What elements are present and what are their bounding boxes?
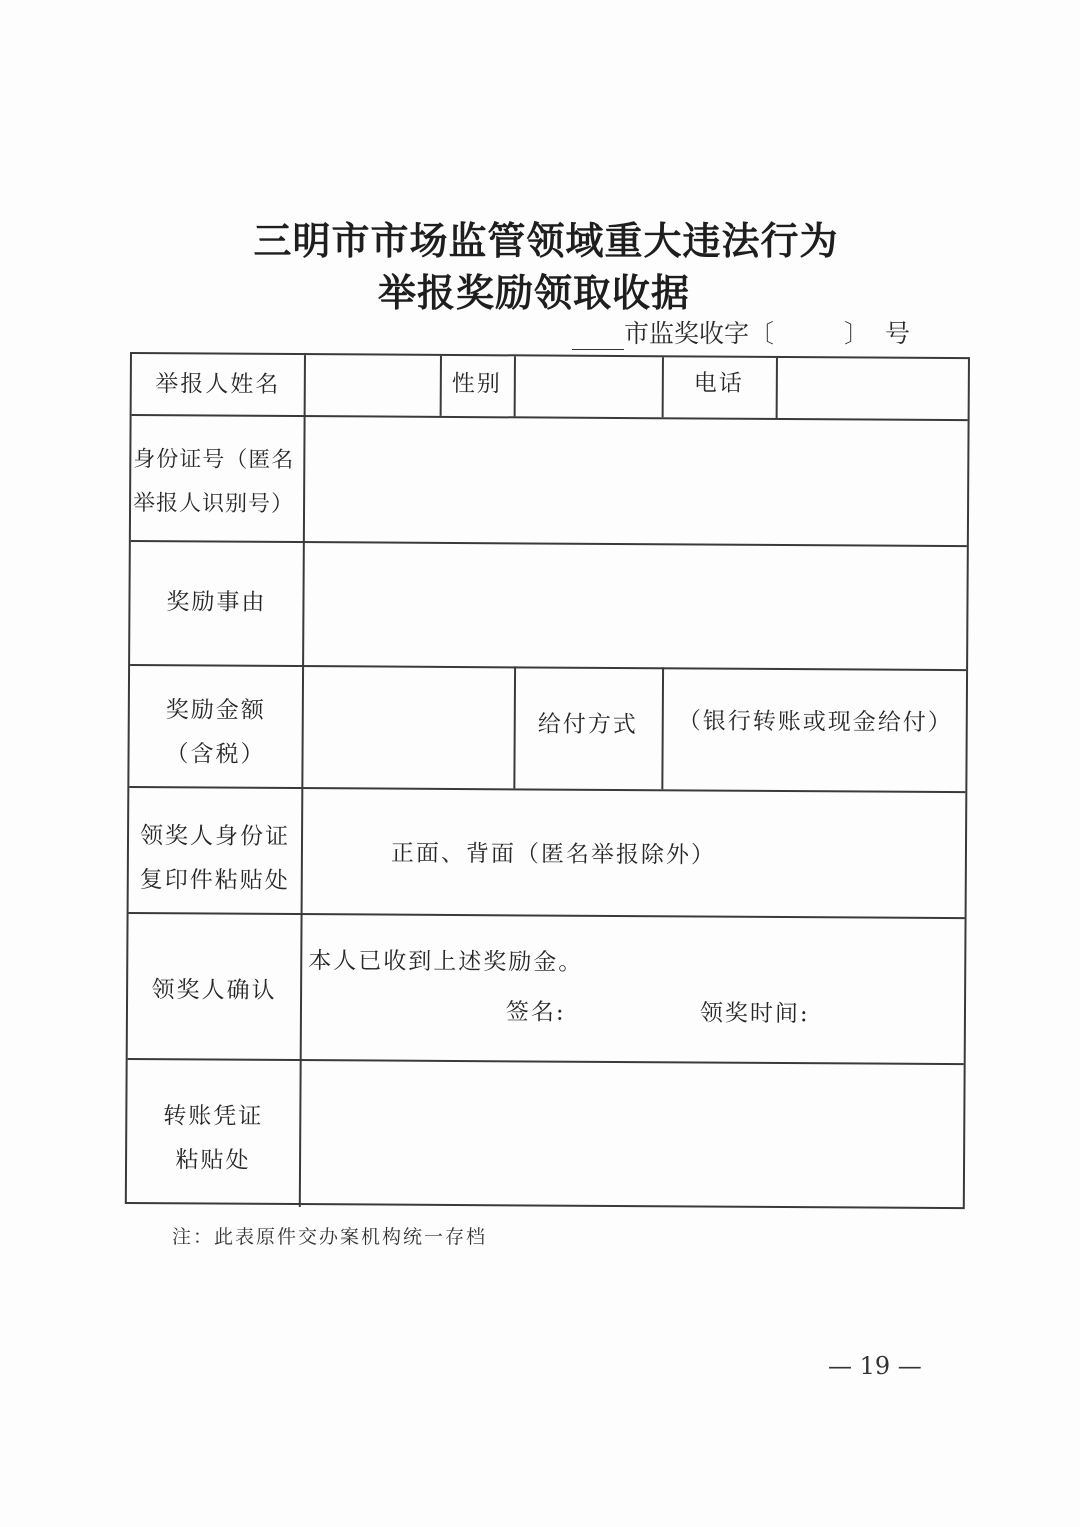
recipient-confirm-text: 本人已收到上述奖励金。 [308,948,584,976]
page-number: — 19 — [828,1352,922,1380]
phone-label: 电话 [693,370,744,397]
row-divider [129,912,965,919]
document-number-prefix: 市监奖收字 [624,319,750,348]
id-copy-paste-area[interactable]: 正面、背面（匿名举报除外） [390,840,717,869]
reward-amount-label-line1: 奖励金额 [165,697,266,724]
id-copy-label-line2: 复印件粘贴处 [139,867,290,894]
receipt-form-table [125,352,970,1209]
reward-amount-label-line2: （含税） [165,741,266,768]
column-divider [661,667,664,789]
payment-method-value[interactable]: （银行转账或现金给付） [677,708,953,737]
gender-label: 性别 [451,370,502,398]
signature-field[interactable] [578,991,688,1036]
form-title-line2: 举报奖励领取收据 [377,270,690,315]
document-number-bracket-close: 〕 [844,319,870,348]
document-number-line [572,314,910,350]
footnote: 注：此表原件交办案机构统一存档 [172,1226,488,1248]
transfer-voucher-paste-area[interactable] [301,1061,964,1209]
id-number-label-line1: 身份证号（匿名 [133,447,295,474]
gender-field[interactable] [516,356,662,417]
transfer-voucher-label-line1: 转账凭证 [163,1103,264,1130]
reporter-name-field[interactable] [306,355,440,416]
reward-amount-field[interactable] [303,667,514,788]
id-number-label-line2: 举报人识别号） [132,491,295,518]
receive-time-field[interactable] [818,992,958,1037]
transfer-voucher-label-line2: 粘贴处 [175,1147,251,1174]
recipient-confirm-label: 领奖人确认 [151,977,277,1004]
reward-reason-field[interactable] [304,543,967,669]
reward-reason-label: 奖励事由 [166,589,267,616]
phone-field[interactable] [778,358,968,419]
receive-time-label: 领奖时间: [699,1000,810,1028]
reporter-name-label: 举报人姓名 [155,371,281,398]
document-number-suffix: 号 [884,319,910,348]
form-title-line1: 三明市市场监管领域重大违法行为 [253,218,839,263]
id-copy-label-line1: 领奖人身份证 [139,823,291,850]
signature-label: 签名: [505,999,566,1026]
document-number-blank[interactable] [572,321,624,350]
document-number-bracket-open: 〔 [749,319,775,348]
payment-method-label: 给付方式 [537,711,638,739]
id-number-field[interactable] [305,417,968,545]
row-divider [129,786,965,793]
